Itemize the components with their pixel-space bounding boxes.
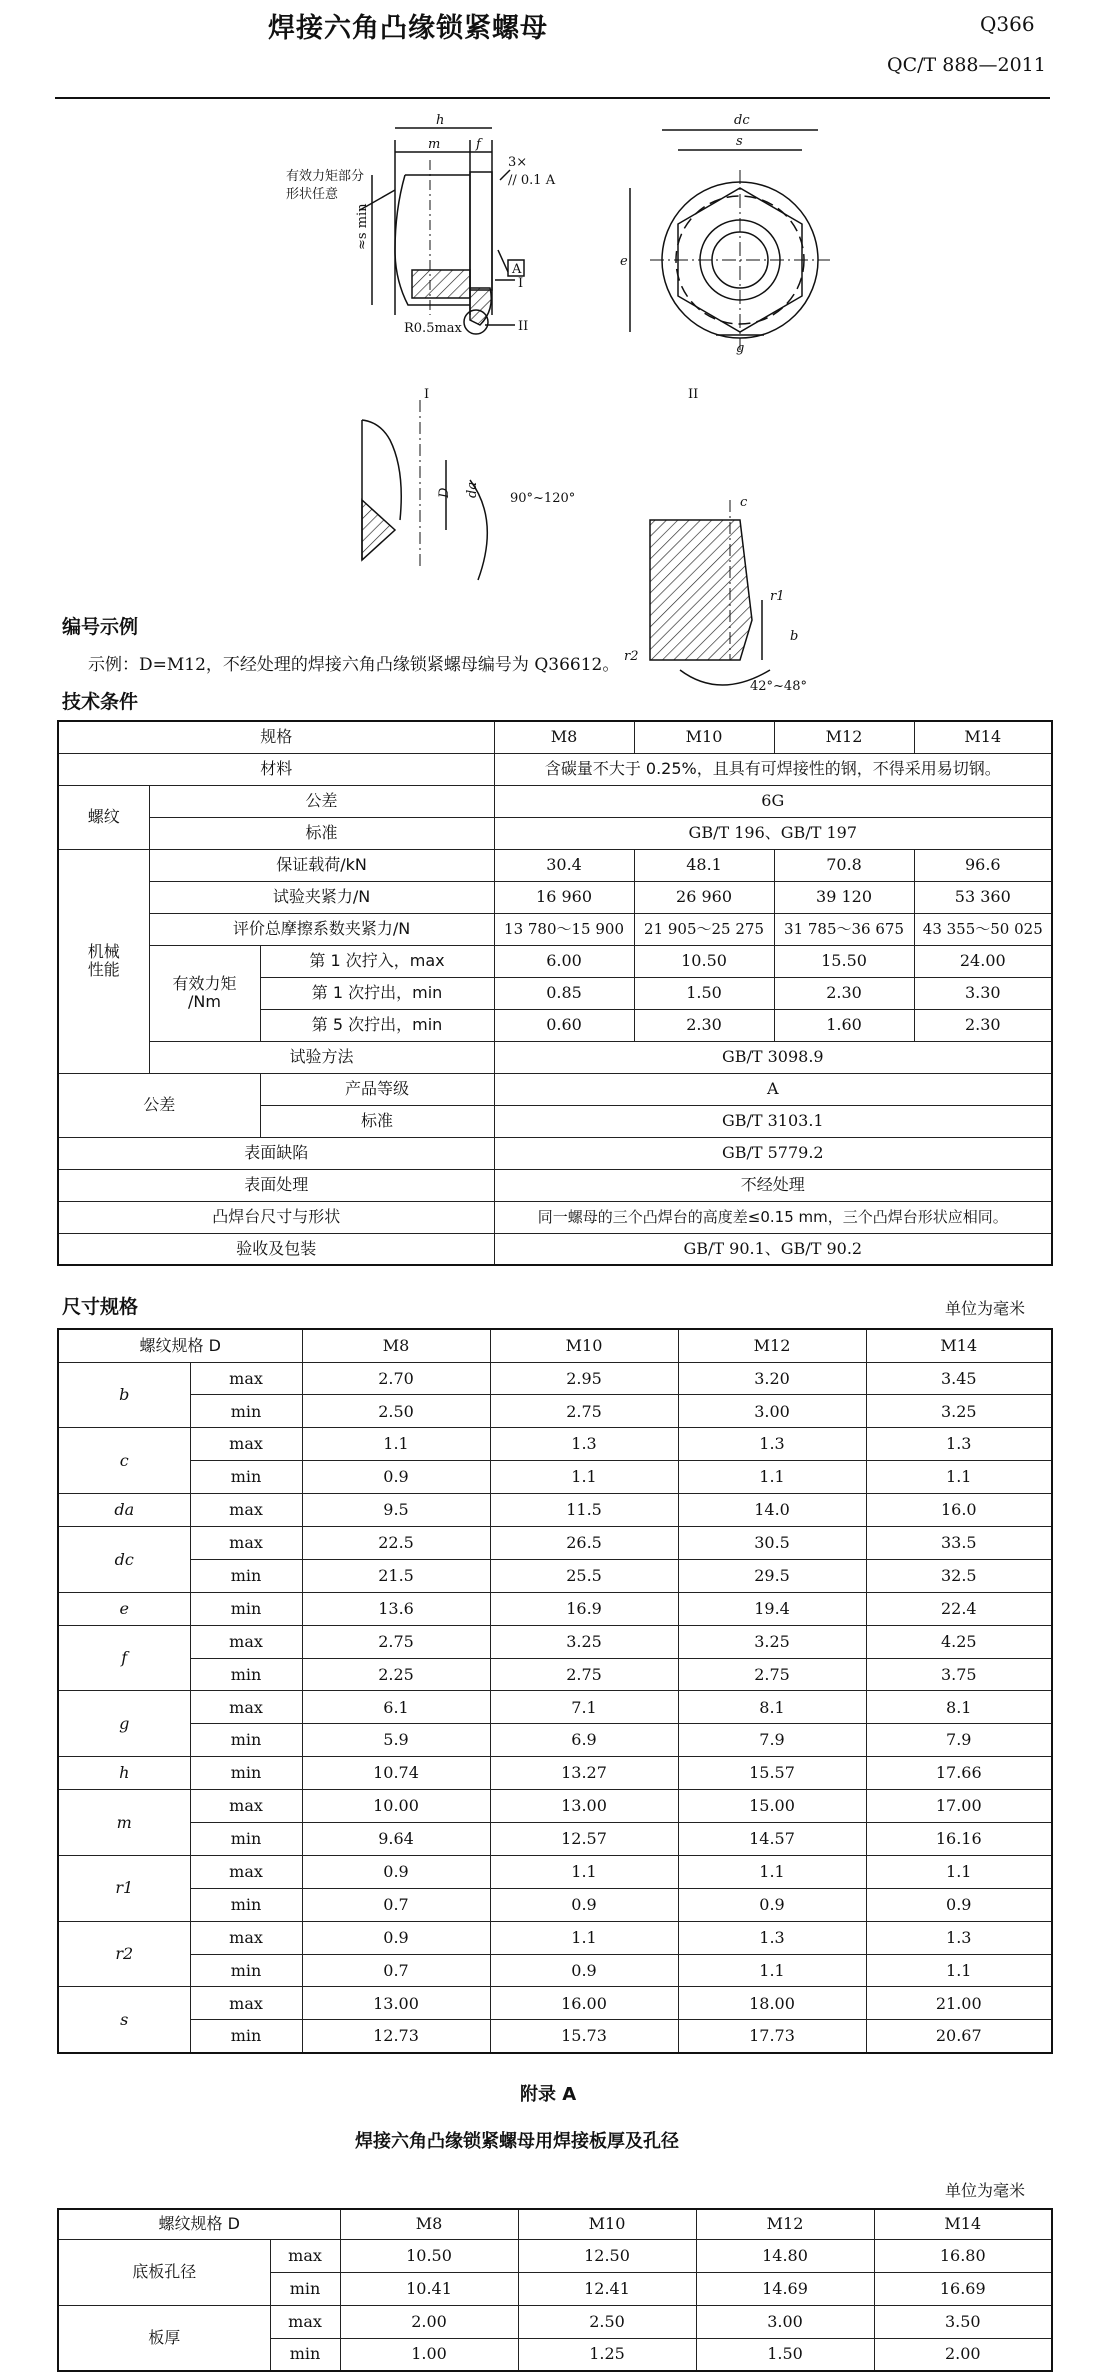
dimension-value: 0.9 xyxy=(302,1855,490,1888)
detail-I-labels xyxy=(437,482,575,506)
dimension-value: 1.3 xyxy=(490,1428,678,1461)
ref-II-label: II xyxy=(518,319,529,334)
limit-label: min xyxy=(190,1954,302,1987)
torque-label-2: /Nm xyxy=(188,992,221,1011)
dimension-value: 9.5 xyxy=(302,1494,490,1527)
dim-dc-label: dc xyxy=(734,113,750,128)
size-header: M14 xyxy=(866,1329,1052,1362)
dim-f-label: f xyxy=(476,137,481,152)
dim-D-label: D xyxy=(437,487,452,498)
dimension-value: 3.00 xyxy=(678,1395,866,1428)
table-row xyxy=(58,1790,1052,1823)
dimension-value: 19.4 xyxy=(678,1592,866,1625)
dimension-symbol: dc xyxy=(58,1526,190,1592)
table-row xyxy=(58,1757,1052,1790)
appendix-table xyxy=(57,2208,1053,2372)
dimension-value: 1.1 xyxy=(490,1921,678,1954)
dim-b-label: b xyxy=(790,629,799,644)
table-row xyxy=(58,1724,1052,1757)
dimension-value: 17.73 xyxy=(678,2020,866,2053)
table-row xyxy=(58,1822,1052,1855)
standard-number: QC/T 888—2011 xyxy=(887,54,1046,76)
table-row: 表面缺陷 GB/T 5779.2 xyxy=(58,1137,1052,1169)
dimension-value: 13.27 xyxy=(490,1757,678,1790)
appendix-unit: 单位为毫米 xyxy=(945,2181,1026,2200)
dimension-value: 26.5 xyxy=(490,1526,678,1559)
dimension-value: 2.75 xyxy=(302,1625,490,1658)
limit-label: min xyxy=(190,1395,302,1428)
ref-I-label: I xyxy=(518,276,524,291)
table-row xyxy=(58,1987,1052,2020)
dimension-value: 14.57 xyxy=(678,1822,866,1855)
dimension-value: 18.00 xyxy=(678,1987,866,2020)
dimension-value: 10.00 xyxy=(302,1790,490,1823)
dimension-value: 1.1 xyxy=(302,1428,490,1461)
dimension-value: 1.3 xyxy=(866,1428,1052,1461)
dimension-value: 1.1 xyxy=(678,1855,866,1888)
table-row xyxy=(58,1625,1052,1658)
dimension-value: 1.3 xyxy=(678,1428,866,1461)
torque-label-1: 有效力矩 xyxy=(172,974,237,994)
limit-label: min xyxy=(190,2020,302,2053)
table-row xyxy=(58,1888,1052,1921)
dimension-value: 13.00 xyxy=(490,1790,678,1823)
limit-label: max xyxy=(190,1691,302,1724)
detail-II-title: II xyxy=(688,387,699,402)
dim-h-label: h xyxy=(436,113,445,128)
datum-label: A xyxy=(512,262,522,277)
limit-label: min xyxy=(190,1888,302,1921)
dimension-symbol: b xyxy=(58,1362,190,1428)
dimension-value: 2.25 xyxy=(302,1658,490,1691)
dimension-value: 16.0 xyxy=(866,1494,1052,1527)
dimension-value: 32.5 xyxy=(866,1559,1052,1592)
limit-label: max xyxy=(190,1526,302,1559)
dimension-value: 3.20 xyxy=(678,1362,866,1395)
dimension-value: 25.5 xyxy=(490,1559,678,1592)
limit-label: max xyxy=(190,1790,302,1823)
dim-c-label: c xyxy=(740,495,748,510)
table-row: 材料 含碳量不大于 0.25%，且具有可焊接性的钢，不得采用易切钢。 xyxy=(58,753,1052,785)
dimension-value: 3.25 xyxy=(490,1625,678,1658)
dimension-value: 8.1 xyxy=(678,1691,866,1724)
table-row: 螺纹 公差 6G xyxy=(58,785,1052,817)
table-row: 验收及包装 GB/T 90.1、GB/T 90.2 xyxy=(58,1233,1052,1265)
angle-42-48-label: 42°~48° xyxy=(750,679,807,694)
dimension-value: 2.75 xyxy=(490,1658,678,1691)
dimension-value: 15.00 xyxy=(678,1790,866,1823)
dimension-value: 5.9 xyxy=(302,1724,490,1757)
table-row: 标准 GB/T 3103.1 xyxy=(58,1105,1052,1137)
table-row: 规格 M8 M10 M12 M14 xyxy=(58,721,1052,753)
tol-count-label: 3× xyxy=(508,155,528,170)
tech-heading: 技术条件 xyxy=(62,691,139,713)
dimension-value: 17.66 xyxy=(866,1757,1052,1790)
limit-label: min xyxy=(190,1658,302,1691)
dimension-value: 14.0 xyxy=(678,1494,866,1527)
limit-label: max xyxy=(190,1362,302,1395)
limit-label: max xyxy=(190,1625,302,1658)
dimension-value: 1.1 xyxy=(678,1461,866,1494)
torque-note-line1: 有效力矩部分 xyxy=(286,169,365,184)
dimension-value: 12.73 xyxy=(302,2020,490,2053)
detail-II-drawing xyxy=(650,387,770,685)
torque-note-line2: 形状任意 xyxy=(286,187,339,202)
table-row: 公差 产品等级 A xyxy=(58,1073,1052,1105)
dimension-value: 4.25 xyxy=(866,1625,1052,1658)
table-row xyxy=(58,1921,1052,1954)
example-text: 示例：D=M12，不经处理的焊接六角凸缘锁紧螺母编号为 Q36612。 xyxy=(88,655,620,675)
dims-heading: 尺寸规格 xyxy=(62,1296,139,1318)
dimension-value: 9.64 xyxy=(302,1822,490,1855)
dimension-value: 0.9 xyxy=(490,1888,678,1921)
limit-label: max xyxy=(190,1855,302,1888)
limit-label: min xyxy=(190,1724,302,1757)
limit-label: min xyxy=(190,1559,302,1592)
limit-label: max xyxy=(190,1428,302,1461)
dimension-value: 11.5 xyxy=(490,1494,678,1527)
dimensions-table xyxy=(57,1328,1053,2054)
dimension-symbol: s xyxy=(58,1987,190,2053)
size-header: M12 xyxy=(678,1329,866,1362)
table-row: 凸焊台尺寸与形状 同一螺母的三个凸焊台的高度差≤0.15 mm，三个凸焊台形状应相同。 xyxy=(58,1201,1052,1233)
dimension-value: 0.9 xyxy=(302,1461,490,1494)
tol-frame-label: // 0.1 A xyxy=(508,173,556,188)
dimension-value: 3.25 xyxy=(678,1625,866,1658)
dimension-value: 13.6 xyxy=(302,1592,490,1625)
dimension-value: 15.73 xyxy=(490,2020,678,2053)
dimension-value: 22.4 xyxy=(866,1592,1052,1625)
table-row: min 1.00 1.25 1.50 2.00 xyxy=(58,2338,1052,2371)
dimension-symbol: f xyxy=(58,1625,190,1691)
table-row: 板厚 max 2.00 2.50 3.00 3.50 xyxy=(58,2305,1052,2338)
dimension-symbol: c xyxy=(58,1428,190,1494)
table-row xyxy=(58,1658,1052,1691)
dimension-value: 16.16 xyxy=(866,1822,1052,1855)
dimension-value: 12.57 xyxy=(490,1822,678,1855)
dimension-value: 6.9 xyxy=(490,1724,678,1757)
dimension-value: 3.75 xyxy=(866,1658,1052,1691)
mech-label-1: 机械 xyxy=(87,942,120,962)
angle-90-120-label: 90°~120° xyxy=(510,491,576,506)
dimension-value: 1.3 xyxy=(866,1921,1052,1954)
dimension-symbol: m xyxy=(58,1790,190,1856)
table-row: 试验方法 GB/T 3098.9 xyxy=(58,1041,1052,1073)
table-row: 标准 GB/T 196、GB/T 197 xyxy=(58,817,1052,849)
dim-r1-label: r1 xyxy=(770,589,785,604)
table-row xyxy=(58,1395,1052,1428)
dimension-value: 22.5 xyxy=(302,1526,490,1559)
table-row: 底板孔径 max 10.50 12.50 14.80 16.80 xyxy=(58,2239,1052,2272)
dimension-value: 1.1 xyxy=(678,1954,866,1987)
table-row xyxy=(58,1526,1052,1559)
dimension-value: 2.50 xyxy=(302,1395,490,1428)
limit-label: max xyxy=(190,1921,302,1954)
table-row xyxy=(58,1362,1052,1395)
dimension-value: 30.5 xyxy=(678,1526,866,1559)
table-row xyxy=(58,1559,1052,1592)
dimension-value: 20.67 xyxy=(866,2020,1052,2053)
dimension-value: 8.1 xyxy=(866,1691,1052,1724)
dimension-value: 2.75 xyxy=(678,1658,866,1691)
dim-g-label: g xyxy=(736,341,745,356)
table-row xyxy=(58,1428,1052,1461)
dim-m-label: m xyxy=(428,137,441,152)
dims-unit: 单位为毫米 xyxy=(945,1299,1026,1318)
dimension-value: 16.9 xyxy=(490,1592,678,1625)
dim-e-label: e xyxy=(620,254,628,269)
table-row: 螺纹规格 D M8 M10 M12 M14 xyxy=(58,2209,1052,2239)
dimension-symbol: h xyxy=(58,1757,190,1790)
table-row: 评价总摩擦系数夹紧力/N 13 780～15 900 21 905～25 275 31 785～36 675 43 355～50 025 xyxy=(58,913,1052,945)
dimension-value: 29.5 xyxy=(678,1559,866,1592)
dims-head-label: 螺纹规格 D xyxy=(58,1329,302,1362)
dimension-value: 0.9 xyxy=(678,1888,866,1921)
dimension-value: 21.00 xyxy=(866,1987,1052,2020)
dimension-value: 7.9 xyxy=(866,1724,1052,1757)
detail-I-title: I xyxy=(424,387,430,402)
table-row xyxy=(58,1461,1052,1494)
table-row xyxy=(58,1855,1052,1888)
dimension-value: 0.7 xyxy=(302,1954,490,1987)
dimension-symbol: e xyxy=(58,1592,190,1625)
mech-label-2: 性能 xyxy=(87,960,120,979)
dimension-value: 2.95 xyxy=(490,1362,678,1395)
top-view-drawing xyxy=(630,130,830,350)
table-row xyxy=(58,1954,1052,1987)
size-header: M8 xyxy=(302,1329,490,1362)
dimension-value: 16.00 xyxy=(490,1987,678,2020)
dimension-value: 0.7 xyxy=(302,1888,490,1921)
dimension-symbol: r1 xyxy=(58,1855,190,1921)
table-row: 第 1 次拧出，min 0.85 1.50 2.30 3.30 xyxy=(58,977,1052,1009)
dimension-value: 10.74 xyxy=(302,1757,490,1790)
dimension-value: 0.9 xyxy=(866,1888,1052,1921)
limit-label: max xyxy=(190,1987,302,2020)
table-row xyxy=(58,1494,1052,1527)
table-row: 有效力矩 /Nm 第 1 次拧入，max 6.00 10.50 15.50 24.00 xyxy=(58,945,1052,977)
dimension-symbol: da xyxy=(58,1494,190,1527)
dimension-value: 3.25 xyxy=(866,1395,1052,1428)
table-row: 试验夹紧力/N 16 960 26 960 39 120 53 360 xyxy=(58,881,1052,913)
dimension-value: 13.00 xyxy=(302,1987,490,2020)
dimension-value: 1.1 xyxy=(490,1461,678,1494)
appendix-subtitle: 焊接六角凸缘锁紧螺母用焊接板厚及孔径 xyxy=(355,2131,679,2152)
limit-label: min xyxy=(190,1461,302,1494)
dimension-value: 17.00 xyxy=(866,1790,1052,1823)
dimension-symbol: g xyxy=(58,1691,190,1757)
table-row xyxy=(58,1592,1052,1625)
dimension-value: 2.75 xyxy=(490,1395,678,1428)
table-row xyxy=(58,1329,1052,1362)
dim-da-label: da xyxy=(465,481,480,498)
dimension-value: 1.1 xyxy=(866,1954,1052,1987)
limit-label: max xyxy=(190,1494,302,1527)
size-header: M10 xyxy=(490,1329,678,1362)
table-row: 机械 性能 保证载荷/kN 30.4 48.1 70.8 96.6 xyxy=(58,849,1052,881)
limit-label: min xyxy=(190,1822,302,1855)
dimension-value: 6.1 xyxy=(302,1691,490,1724)
dimension-value: 7.1 xyxy=(490,1691,678,1724)
dimension-value: 1.1 xyxy=(866,1855,1052,1888)
header-rule xyxy=(55,97,1050,99)
dimension-value: 15.57 xyxy=(678,1757,866,1790)
dimension-value: 1.1 xyxy=(490,1855,678,1888)
dimension-value: 0.9 xyxy=(302,1921,490,1954)
table-row: 表面处理 不经处理 xyxy=(58,1169,1052,1201)
appendix-title: 附录 A xyxy=(520,2084,577,2105)
side-view-drawing xyxy=(360,128,524,334)
limit-label: min xyxy=(190,1592,302,1625)
dimension-value: 1.3 xyxy=(678,1921,866,1954)
table-row xyxy=(58,2020,1052,2053)
table-row: min 10.41 12.41 14.69 16.69 xyxy=(58,2272,1052,2305)
r-max-label: R0.5max xyxy=(404,321,462,336)
dimension-symbol: r2 xyxy=(58,1921,190,1987)
page-title: 焊接六角凸缘锁紧螺母 xyxy=(268,13,548,44)
tech-conditions-table xyxy=(57,720,1053,1266)
dimension-value: 1.1 xyxy=(866,1461,1052,1494)
table-row xyxy=(58,1691,1052,1724)
dim-r2-label: r2 xyxy=(624,649,639,664)
dim-s-label: s xyxy=(736,134,743,149)
dimension-value: 33.5 xyxy=(866,1526,1052,1559)
table-row: 第 5 次拧出，min 0.60 2.30 1.60 2.30 xyxy=(58,1009,1052,1041)
s-min-label: ≈s min xyxy=(355,203,370,250)
limit-label: min xyxy=(190,1757,302,1790)
example-heading: 编号示例 xyxy=(62,616,139,638)
dimension-value: 7.9 xyxy=(678,1724,866,1757)
dimension-value: 21.5 xyxy=(302,1559,490,1592)
dimension-value: 3.45 xyxy=(866,1362,1052,1395)
side-view-labels xyxy=(286,113,556,336)
doc-code: Q366 xyxy=(980,12,1035,36)
dimension-value: 0.9 xyxy=(490,1954,678,1987)
dimension-value: 2.70 xyxy=(302,1362,490,1395)
